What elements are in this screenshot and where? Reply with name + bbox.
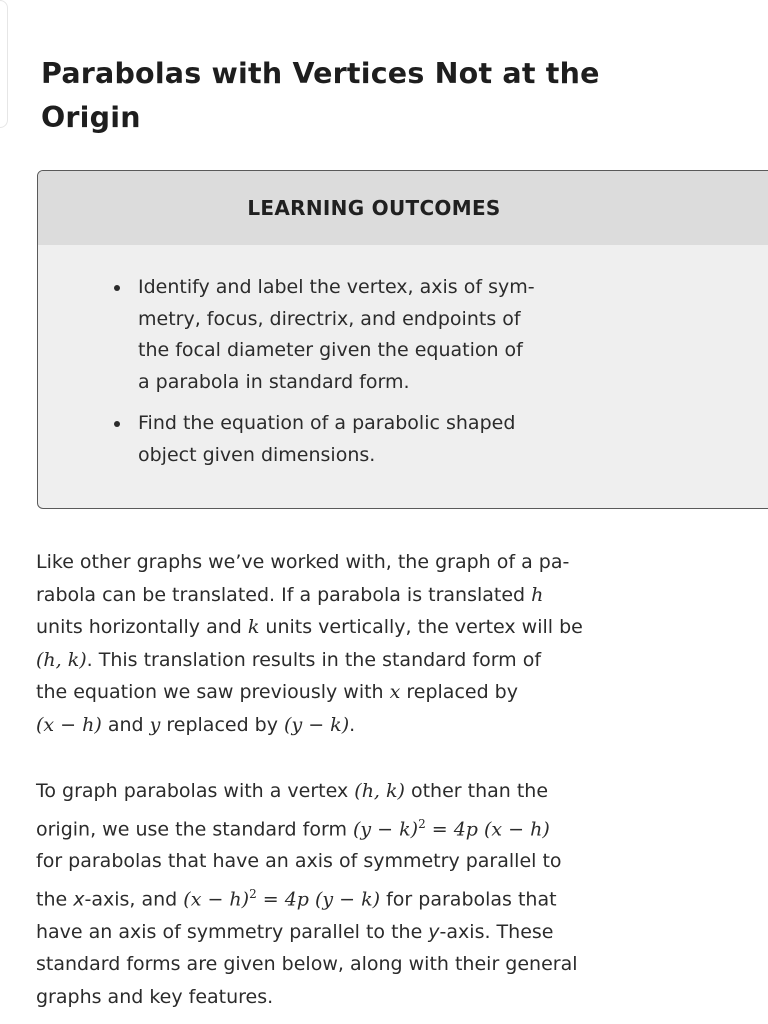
text-run: and <box>101 713 150 736</box>
standard-form-paragraph <box>36 775 768 1013</box>
math-equation-vertical-left: (x − h) <box>183 888 250 911</box>
paragraph-line: for parabolas that have an axis of symmetry parallel to <box>36 850 562 873</box>
text-run: . This translation results in the standard form of <box>86 648 542 671</box>
text-run: replaced by <box>400 681 518 703</box>
paragraph-line <box>36 916 768 949</box>
list-item-line: Identify and label the vertex, axis of sym- <box>138 276 535 298</box>
learning-outcomes-list <box>38 245 768 471</box>
bullet-icon <box>114 421 120 427</box>
list-item <box>110 272 670 398</box>
previous-card-edge <box>0 0 8 128</box>
paragraph-line: Like other graphs we’ve worked with, the graph of a pa- <box>36 551 570 573</box>
math-vertex: (h, k) <box>36 648 87 671</box>
text-run: other than the <box>404 780 549 802</box>
paragraph-line <box>36 579 768 612</box>
intro-paragraph <box>36 546 768 741</box>
list-item <box>110 408 670 471</box>
paragraph-line: graphs and key features. <box>36 985 274 1008</box>
math-x-minus-h: (x − h) <box>36 713 102 736</box>
y-axis-label: y <box>428 920 440 943</box>
math-exponent: 2 <box>418 816 426 831</box>
page-title <box>41 52 741 140</box>
text-run: units horizontally and <box>36 616 248 638</box>
x-axis-label: x <box>73 888 85 911</box>
text-run: the <box>36 888 74 911</box>
page-title-line-1: Parabolas with Vertices Not at the <box>41 57 600 90</box>
math-exponent: 2 <box>249 886 257 901</box>
math-vertex: (h, k) <box>354 780 405 802</box>
list-item-line: Find the equation of a parabolic shaped <box>138 412 516 434</box>
learning-outcomes-heading: LEARNING OUTCOMES <box>247 196 501 220</box>
text-run: -axis, and <box>84 888 184 911</box>
math-h: h <box>531 583 544 606</box>
paragraph-line <box>36 878 768 916</box>
text-run: origin, we use the standard form <box>36 817 353 840</box>
math-y-minus-k: (y − k) <box>284 713 350 736</box>
paragraph-line <box>36 611 768 644</box>
text-run: replaced by <box>160 713 285 736</box>
math-y: y <box>149 713 161 736</box>
paragraph-line <box>36 709 768 742</box>
text-run: . <box>349 713 356 736</box>
text-run: for parabolas that <box>380 888 557 911</box>
text-run: units vertically, the vertex will be <box>259 616 583 638</box>
math-x: x <box>389 681 401 703</box>
list-item-line: object given dimensions. <box>138 443 376 466</box>
text-run: have an axis of symmetry parallel to the <box>36 920 429 943</box>
text-run: the equation we saw previously with <box>36 681 390 703</box>
list-item-line: a parabola in standard form. <box>138 370 410 393</box>
text-run: -axis. These <box>439 920 554 943</box>
page-title-line-2: Origin <box>41 101 141 134</box>
text-run: To graph parabolas with a vertex <box>36 780 355 802</box>
paragraph-line <box>36 676 768 709</box>
paragraph-line <box>36 775 768 808</box>
paragraph-line <box>36 808 768 846</box>
learning-outcomes-box <box>37 170 768 509</box>
learning-outcomes-header <box>38 171 768 245</box>
math-equation-horizontal-right: = 4p (x − h) <box>425 817 550 840</box>
bullet-icon <box>114 285 120 291</box>
paragraph-line <box>36 644 768 677</box>
paragraph-line: standard forms are given below, along with their general <box>36 953 578 976</box>
math-equation-vertical-right: = 4p (y − k) <box>256 888 381 911</box>
math-equation-horizontal-left: (y − k) <box>353 817 419 840</box>
text-run: rabola can be translated. If a parabola is translated <box>36 583 532 606</box>
math-k: k <box>247 616 260 638</box>
list-item-line: metry, focus, directrix, and endpoints of <box>138 307 521 330</box>
list-item-line: the focal diameter given the equation of <box>138 339 523 361</box>
